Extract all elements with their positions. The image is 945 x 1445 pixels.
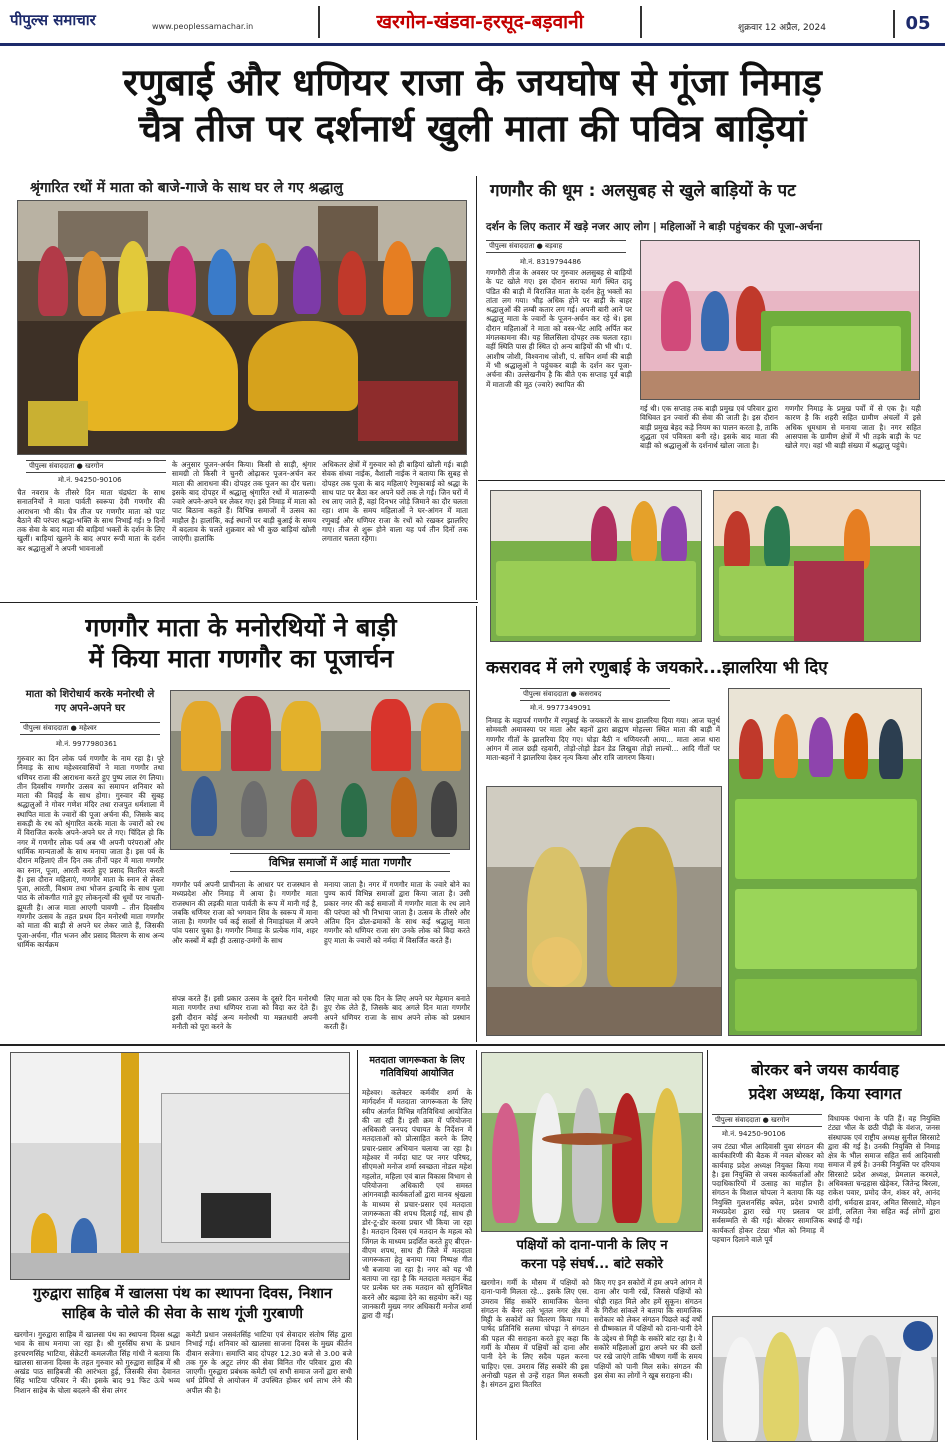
region-title: खरगोन-खंडवा-हरसूद-बड़वानी [376,11,584,33]
photo-kasrawad-badi [728,688,922,1036]
voter-headline-line1: मतदाता जागरूकता के लिए [369,1055,465,1066]
photo-sakore-distribution [481,1052,703,1232]
divider-right-top [478,480,945,481]
logo-text: पीपुल्स समाचार [10,11,96,29]
gangaur-col-1: गुरुवार का दिन लोक पर्व गणगौर के नाम रहा है। पूरे निमाड़ के साथ महेश्वरवासियों ने माता गणगौर तथा धणियर राजा की आराधना करते हुए पुष्प लाल रंग लिया। तीन दिवसीय गणगौर उत्सव का समापन शनिवार को माता की विदाई के साथ होगा। गुरुवार की सुबह श्रद्धालुओं ने गोवर गणेश मंदिर तथा राजपुत धर्मशाला में स्थापित माता के ज्वारों की पूजा अर्चना की, जिसके बाद सकड़ी के रथ को श्रृंगारित करके माता के ज्वारों को रथ में विराजित करके अपने-अपने घर ले गए। चिंदिल हो कि नगर में गणगौर लोक पर्व अब भी अपनी परंपराओं और धार्मिक मान्यताओं के साथ मनाया जाता है। इस पर्व के दौरान महिलाएं तीन दिन तक तीनों पहर में माता गणगौर का स्नान, पूजा, आरती करते हुए प्रसाद वितरित करती हैं। इस दौरान महिलाएं, गणगौर माता के स्नान से लेकर पूजा, आरती, विश्राम तथा भोजन इत्यादि के साथ पूजा पाठ के लोकगीत गाते हुए लोकनृत्यों की धूमों पर नाचती-झूमती है। आज माता आएगी पावणी – तीन दिवसीय गणगौर उत्सव के तहत प्रथम दिन मनोरथी माता गणगौर को माता की बाड़ी से अपने घर लेकर जाते हैं, जिसकी पूजा-अर्चना, गीत भजन और प्रसाद वितरण के साथ अन्य धार्मिक कार्यक्रम [17,754,164,949]
borkar-col-2: विधायक पंथाना के पति हैं। वह नियुक्ति टंट्या भील के छठी पीढ़ी के वंशज, जनस संस्थापक एवं राष्ट्रीय अध्यक्ष सुनील सिरसाटे द्वारा की गई है। उनकी नियुक्ति से निमाड़ क्षेत्र के भील समाज सहित सर्व आदिवासी समाज में हर्ष है। उनकी नियुक्ति पर दरियाव सिरसाटे प्रदेश अध्यक्ष, प्रेमलाल करमले, अधिवक्ता चन्द्रहास खेड़ेकर, जितेन्द्र बिरला, राकेश पवार, प्रमोद जैन, शंकर वरे, आनंद दांगी, धर्मदास डावर, अमित सिरसाटे, मोहन डांगी, ललिता नेत्रा सहित कई लोगों द्वारा बधाई दी गई। [828,1114,940,1226]
divider-bottom-section [0,1044,945,1046]
divider-gurudwara-vertical [357,1050,358,1440]
photo-jware-1 [490,490,702,642]
birds-headline-line1: पक्षियों को दाना-पानी के लिए न [516,1238,668,1253]
borkar-byline: पीपुल्स संवाददाता ● खरगोन [712,1114,822,1127]
left-col-2: के अनुसार पूजन-अर्चन किया। किसी से साड़ी, श्रृंगार सामग्री तो किसी ने चुनरी ओढ़ाकर पूजन-अर्चन कर माता की आराधना की। दोपहर तक पूजन का दौर चला। इसके बाद दोपहर में श्रद्धालु श्रृंगारित रथों में मातारूपी ज्वारे अपने-अपने घर लेकर गए। इसे निमाड़ में माता को पाट बिठाना कहते हैं। विभिन्न समाजों में उत्सव का माहौल है। हालांकि, कई स्थानों पर बाड़ी बुआई के समय में बदलाव के चलते शुक्रवार को भी कुछ बाड़ियां खोली जाएंगी। हालांकि [172,460,316,544]
gurudwara-headline [10,1284,355,1324]
gangaur-caption: विभिन्न समाजों में आई माता गणगौर [230,853,450,872]
divider-lead-bottom [0,602,478,603]
gurudwara-col-1: खरगोन। गुरुद्वारा साहिब में खालसा पंथ का स्थापना दिवस श्रद्धा भाव के साथ मनाया जा रहा है। श्री गुरुसिंघ सभा के प्रधान हरचरणसिंह भाटिया, सेक्रेटरी कमलजीत सिंह गांधी ने बताया कि खालसा साजना दिवस के तहत गुरुवार को गुरुद्वारा साहिब में श्री अखंड पाठ साहिबजी की आरंभता हुई, जिसकी सेवा देवानत सिंह भाटिया परिवार ने की। इसके बाद 91 फिट ऊंचे भव्य निशान साहेब के चोला बदलने की सेवा लंगर [14,1330,180,1395]
divider-birds-vertical [707,1050,708,1440]
left-col-1: चैत नवरात्र के तीसरे दिन माता चंद्रघंटा के साथ सनातनियों ने माता पार्वती स्वरूपा देवी गणगौर की आराधना भी की। चैत्र तीज पर गणगौर माता को पाट बैठाने की परंपरा श्रद्धा-भक्ति के साथ निभाई गई। 9 दिनों तक सेवा के बाद माता की बाड़ियां भक्तों के दर्शन के लिए खुलीं। बाड़ियां खुलने के बाद अपार रूपी माता के दर्शन कर श्रद्धालुओं ने अपनी भावनाओं [17,488,165,553]
right-subhead: गणगौर की धूम : अलसुबह से खुले बाड़ियों के पट [490,181,796,201]
borkar-headline-line2: प्रदेश अध्यक्ष, किया स्वागत [748,1085,902,1103]
birds-headline [481,1236,703,1274]
lead-headline-line1: रणुबाई और धणियर राजा के जयघोष से गूंजा निमाड़ [123,61,822,104]
photo-borkar-welcome [712,1316,938,1442]
gangaur-headline [10,612,472,674]
right-byline: पीपुल्स संवाददाता ● बड़वाह [486,240,626,253]
right-col-2: गई थी। एक सप्ताह तक बाड़ी प्रमुख एवं परिवार द्वारा विधिवत इन ज्वारों की सेवा की जाती है। इस दौरान बाड़ी प्रमुख बेहद कड़े नियम का पालन करता है, ताकि शुद्धता एवं पवित्रता बनी रहे। इसके बाद माता की बाड़ी को श्रद्धालुओं के दर्शनार्थ खोला जाता है। [640,404,778,451]
gangaur-col-2: गणगौर पर्व अपनी प्राचीनता के आधार पर राजस्थान से मध्यप्रदेश और निमाड़ में आया है। गणगौर माता राजस्थान की लड़की माता पार्वती के रूप में मानी गई है, जबकि धणियर राजा को भगवान शिव के स्वरूप में माना जाता है। गणगौर पर्व कई सालों से निमाड़ांचल में अपने पांव पसार चुका है। गणगौर निमाड़ के प्रत्येक गांव, शहर और कस्बों में बड़ी ही उत्साह-उमंगों के साथ [172,880,318,945]
page-number-box [893,10,941,38]
right-col-3: गणगौर निमाड़ के प्रमुख पर्वों में से एक है। यही कारण है कि शहरी सहित ग्रामीण अंचलों में इसे अधिक धूमधाम से मनाया जाता है। नगर सहित आसपास के ग्रामीण क्षेत्रों में भी तड़के बाड़ी के पट खोले गए। वहां भी बाड़ी संख्या में श्रद्धालु पहुंचे। [785,404,921,451]
kasrawad-text: निमाड़ के महापर्व गणगौर में रणुबाई के जयकारों के साथ झालरिया दिया गया। आज चतुर्थ सोमवती अमावस्या पर माता और बहनों द्वारा ब्राह्मण मोहल्ला स्थित माता की बाड़ी में गणगौर गीतों के झालरिया दिए गए। घोड़ा बैठी न धणियरजी आया... माता आज थारा आंगन में लाल छड़ी रहवारी, तोड़ो-तोड़ो डेडन डेड लिखुवा तोड़ो लाल्यो... आदि गीतों पर माता-बहनों ने झालरिया देकर नृत्य किया और रात्रि जागरण किया। [486,716,720,763]
region-title-box [318,6,642,38]
left-mobile: मो.नं. 94250-90106 [58,476,122,484]
right-deck: दर्शन के लिए कतार में खड़े नजर आए लोग | महिलाओं ने बाड़ी पहुंचकर की पूजा-अर्चना [486,221,823,233]
gangaur-headline-line2: में किया माता गणगौर का पूजार्चन [88,644,394,673]
photo-gangaur-samaj [170,690,470,850]
kasrawad-headline: कसरावद में लगे रणुबाई के जयकारे...झालरिया भी दिए [486,658,828,678]
voter-headline-line2: गतिविधियां आयोजित [380,1068,454,1079]
birds-headline-line2: करना पड़े संघर्ष... बांटे सकोरे [521,1257,663,1272]
right-mobile: मो.नं. 8319794486 [520,258,582,266]
photo-shringar-rath [17,200,467,455]
borkar-headline-line1: बोरकर बने जयस कार्यवाह [751,1061,899,1079]
lead-headline-line2: चैत्र तीज पर दर्शनार्थ खुली माता की पवित्र बाड़ियां [138,107,807,150]
left-byline: पीपुल्स संवाददाता ● खरगोन [26,460,166,473]
divider-voter-vertical [476,1050,477,1440]
right-col-1: गणगौरी तीज के अवसर पर गुरुवार अलसुबह से बाड़ियों के पट खोले गए। इस दौरान सराफा मार्ग स्थित दादू पंडित की बाड़ी में विराजित माता के दर्शन हेतु भक्तों का तांता लग गया। भीड़ अधिक होने पर बाड़ी के बाहर श्रद्धालुओं की लम्बी कतार लग गई। अपनी बारी आने पर श्रद्धालु माता के ज्वारों के पूजन-अर्चन कर रहे थे। इस दौरान महिलाओं ने माता को वस्त्र-भेंट आदि अर्पित कर मंगलकामना की। यह सिलसिला दोपहर तक चलता रहा। वहीं स्थिति पास ही स्थित दो अन्य बाड़ियों की भी थी। पं. आशीष जोशी, विश्वनाथ जोशी, पं. सचिन शर्मा की बाड़ी में भी श्रद्धालुओं ने पहुंचकर बाड़ी के दर्शन कर पूजा-अर्चना की। उल्लेखनीय है कि बीते एक सप्ताह पूर्व बाड़ी में माताजी की मूठ (ज्वारे) स्थापित की [486,268,632,389]
gurudwara-headline-line1: गुरुद्वारा साहिब में खालसा पंथ का स्थापना दिवस, निशान [32,1286,333,1302]
borkar-col-1: जय टंट्या भील आदिवासी युवा संगठन की कार्यकारिणी की बैठक में नवल बोरकर को कार्यवाह प्रदेश अध्यक्ष नियुक्त किया गया है। इस नियुक्ति से जयस कार्यकर्ताओं और पदाधिकारियों में उत्साह का माहौल है। संगठन के विशाल चोपला ने बताया कि यह नियुक्ति गुलशनसिंह बघेल, प्रदेश प्रभारी मध्यप्रदेश द्वारा रखे गए प्रस्ताव पर सर्वसम्मति से की गई। बोरकर सामाजिक कार्यकर्ता होकर टंट्या भील को निमाड़ में पहचान दिलाने वाले पूर्व [712,1142,824,1244]
photo-gangaur-idols [486,786,722,1036]
divider-gangaur-vertical [476,606,477,1042]
borkar-mobile: मो.नं. 94250-90106 [722,1130,786,1138]
gangaur-headline-line1: गणगौर माता के मनोरथियों ने बाड़ी [85,613,397,642]
birds-col-2: किए गए इन सकोरों में हम अपने आंगन में दाना और पानी रखें, जिससे पक्षियों को थोड़ी राहत मिले और हमें सुकून। संगठन के गिरीश सांकले ने बताया कि सामाजिक सरोकार को लेकर संगठन पिछले कई वर्षों से ग्रीष्मकाल में पक्षियों को दाना-पानी देने के उद्देश्य से मिट्टी के सकोरे बांट रहा है। ये सकोरे महिलाओं द्वारा अपने घर की छतों पर रखे जाएंगे ताकि भीषण गर्मी के समय पक्षियों को पानी मिल सके। संगठन की इस सेवा का लोगों ने खूब सराहना की। [594,1278,702,1380]
page-date: शुक्रवार 12 अप्रैल, 2024 [738,23,826,33]
masthead [0,0,945,46]
birds-col-1: खरगोन। गर्मी के मौसम में पक्षियों को दाना-पानी मिलता रहे... इसके लिए एस. उमराव सिंह सकोरे सामाजिक चेतना संगठन के बैनर तले भूतल नगर क्षेत्र में मिट्टी के सकोरों का वितरण किया गया। पार्षद प्रतिनिधि सलमा चोपड़ा ने संगठन की पहल की सराहना करते हुए कहा कि गर्मी के मौसम में पक्षियों को दाना और पानी देने के लिए सदैव पहल करना चाहिए। एस. उमराव सिंह सकोरे की इस अनोखी पहल से उन्हें राहत मिल सकती है। संगठन द्वारा वितरित [481,1278,589,1390]
voter-text: महेश्वर। कलेक्टर कर्मवीर शर्मा के मार्गदर्शन में मतदाता जागरूकता के लिए स्वीप अंतर्गत विभिन्न गतिविधियां आयोजित की जा रही हैं। इसी क्रम में परियोजना अधिकारी जनपद पंचायत के निर्देशन में मतदाताओं को प्रोत्साहित करने के लिए प्रचार-प्रसार अभियान चलाया जा रहा है। महेश्वर में नर्मदा घाट पर नगर परिषद, सीएमओ मनोज शर्मा स्वच्छता नोडल महेश गहलोत, महिला एवं बाल विकास विभाग से परियोजना अधिकारी एवं समस्त आंगनवाड़ी कार्यकर्ताओं द्वारा मानव श्रृंखला के माध्यम से प्रचार-प्रसार एवं मतदाता जागरूकता की शपथ दिलाई गई, साथ ही डोर-टू-डोर करवा प्रचार भी किया जा रहा है। मतदान दिवस एवं मतदान के महत्व को जिंगल के माध्यम प्रदर्शित करते हुए बीएल-वीएम शपथ, साथ ही जिले में मतदाता जागरूकता हेतु बनाया गया निष्पक्ष गीत भी बजाया जा रहा है। नगर को यह भी बताया जा रहा है कि मतदाता मतदान केंद्र पर प्रत्येक घर तक मतदान को सुनिश्चित करने और बढ़ावा देने का सहयोग करें। यह जानकारी मुख्य नगर अधिकारी मनोज शर्मा द्वारा दी गई। [362,1088,472,1321]
photo-gurudwara [10,1052,350,1280]
gurudwara-col-2: कमेटी प्रधान जसवंतसिंह भाटिया एवं सेवादार संतोष सिंह द्वारा निभाई गई। शनिवार को खालसा साजना दिवस के मुख्य कीर्तन दीवान सजेगा। समाप्ति बाद दोपहर 12.30 बजे से 3.00 बजे तक गुरु के अटूट लंगर की सेवा विनित गौर परिवार द्वारा की जाएगी। गुरुद्वारा प्रबंधक कमेटी एवं सभी समाज जनों द्वारा सभी धर्म प्रेमियों से आयोजन में उपस्थित होकर धर्म लाभ लेने की अपील की है। [186,1330,352,1395]
kasrawad-byline: पीपुल्स संवाददाता ● कसरावद [520,688,670,701]
photo-jware-2 [713,490,921,642]
gangaur-deck: माता को शिरोधार्य करके मनोरथी ले गए अपने-अपने घर [25,689,155,714]
lead-headline [0,60,945,152]
kasrawad-mobile: मो.नं. 9977349091 [530,704,592,712]
gangaur-mobile: मो.नं. 9977980361 [56,740,118,748]
gangaur-byline: पीपुल्स संवाददाता ● महेश्वर [20,722,160,735]
gangaur-col-3b: लिए माता को एक दिन के लिए अपने घर मेहमान बनाते हुए रोक लेते हैं, जिसके बाद अगले दिन माता गणगौर अपने धणियर राजा के साथ अपने लोक को प्रस्थान करती हैं। [324,994,470,1031]
borkar-headline [712,1058,938,1106]
logo [10,10,150,34]
gangaur-col-2b: संपन्न करते हैं। इसी प्रकार उत्सव के दूसरे दिन मनोरथी माता गणगौर तथा धणियर राजा को विदा कर देते हैं। इसी दौरान कोई अन्य मनोरथी या मन्नतधारी अपनी मनौती को पूरा करने के [172,994,318,1031]
website-url: www.peoplessamachar.in [152,22,254,31]
divider-lead-vertical [476,176,477,600]
left-subhead: श्रृंगारित रथों में माता को बाजे-गाजे के साथ घर ले गए श्रद्धालु [30,180,343,196]
voter-headline [362,1054,472,1080]
gurudwara-headline-line2: साहिब के चोले की सेवा के साथ गूंजी गुरबाणी [61,1306,304,1322]
gangaur-col-3: मनाया जाता है। नगर में गणगौर माता के ज्वारे बोने का पुण्य कार्य विभिन्न समाजों द्वारा किया जाता है। उसी प्रकार नगर की कई समाजों में गणगौर माता के रथ लाने की परंपरा को भी निभाया जाता है। उत्सव के तीसरे और अंतिम दिन ढोल-ढमाकों के साथ कई श्रद्धालु माता गणगौर को धणियर राजा संग उनके लोक को विदा करते हुए माता के ज्वारों को नर्मदा में विसर्जित करते हैं। [324,880,470,945]
photo-badi-darshan [640,240,920,400]
left-col-3: अधिकतर क्षेत्रों में गुरुवार को ही बाड़ियां खोली गई। बाड़ी सेवक संध्या नाईक, वैशाली नाईक ने बताया कि सुबह से दोपहर तक पूजा के बाद महिलाएं रेणुकाबाई को श्रद्धा के साथ पाट पर बैठा कर अपने घरों तक ले गई। जिन घरों में रथ लाए जाते हैं, वहां दिनभर जोड़े जिमाने का दौर चलता रहा। शाम के समय महिलाओं ने घर-आंगन में माता रणुबाई और धणियर राजा के रथों को रखकर झालरिए गाए। तीज से शुरू होने वाला यह पर्व तीन दिनों तक लगातार चलता रहेगा। [322,460,468,544]
page-number: 05 [905,13,931,34]
